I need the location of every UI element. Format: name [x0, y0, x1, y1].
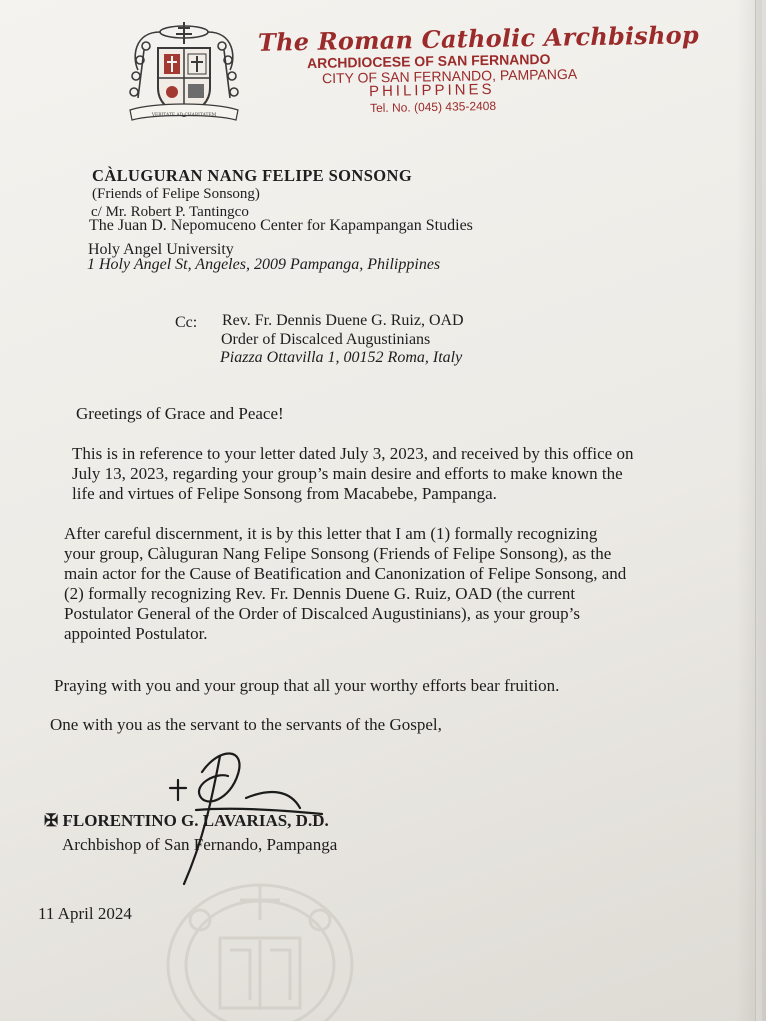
- praying-line: Praying with you and your group that all your worthy efforts bear fruition.: [54, 676, 560, 695]
- letterhead-archdiocese: ARCHDIOCESE OF SAN FERNANDO: [306, 50, 551, 72]
- paragraph-line: your group, Càluguran Nang Felipe Sonsong (Friends of Felipe Sonsong), as the: [64, 544, 612, 563]
- paragraph-line: Postulator General of the Order of Discalced Augustinians), as your group’s: [64, 604, 581, 623]
- paper-shadow: [736, 0, 766, 1021]
- signatory-title: Archbishop of San Fernando, Pampanga: [62, 835, 338, 854]
- cc-line-3: Piazza Ottavilla 1, 00152 Roma, Italy: [220, 349, 463, 366]
- coat-of-arms-icon: [124, 18, 244, 130]
- letterhead-title: The Roman Catholic Archbishop: [257, 20, 700, 57]
- recipient-line-5: 1 Holy Angel St, Angeles, 2009 Pampanga, Philippines: [87, 256, 441, 273]
- paragraph-line: appointed Postulator.: [64, 624, 208, 643]
- paragraph-line: July 13, 2023, regarding your group’s main desire and efforts to make known the: [72, 464, 623, 483]
- paragraph-line: (2) formally recognizing Rev. Fr. Dennis Duene G. Ruiz, OAD (the current: [64, 584, 576, 603]
- recipient-line-3: The Juan D. Nepomuceno Center for Kapampangan Studies: [89, 217, 473, 234]
- closing-line: One with you as the servant to the servants of the Gospel,: [50, 715, 442, 734]
- letterhead-city: CITY OF SAN FERNANDO, PAMPANGA: [321, 65, 578, 87]
- paragraph-recognition: [64, 524, 694, 644]
- cc-line-2: Order of Discalced Augustinians: [221, 331, 431, 348]
- motto-text: VERITATE AD CHARITATEM: [151, 113, 217, 118]
- recipient-line-4: Holy Angel University: [88, 241, 234, 258]
- cc-line-1: Rev. Fr. Dennis Duene G. Ruiz, OAD: [222, 312, 464, 329]
- embossed-seal-icon: [160, 860, 360, 1021]
- recipient-line-1: (Friends of Felipe Sonsong): [92, 186, 260, 202]
- letterhead-telephone: Tel. No. (045) 435-2408: [369, 98, 497, 116]
- paragraph-line: main actor for the Cause of Beatification and Canonization of Felipe Sonsong, and: [64, 564, 627, 583]
- cc-label: Cc:: [175, 314, 198, 331]
- recipient-line-2: c/ Mr. Robert P. Tantingco: [91, 204, 249, 220]
- signatory-name: ✠ FLORENTINO G. LAVARIAS, D.D.: [44, 811, 329, 830]
- greeting: Greetings of Grace and Peace!: [76, 404, 284, 423]
- paragraph-line: After careful discernment, it is by this letter that I am (1) formally recognizing: [64, 524, 598, 543]
- letterhead-country: PHILIPPINES: [368, 80, 495, 101]
- paragraph-line: This is in reference to your letter dated July 3, 2023, and received by this office on: [72, 444, 634, 463]
- recipient-name: CÀLUGURAN NANG FELIPE SONSONG: [92, 166, 413, 185]
- paragraph-line: life and virtues of Felipe Sonsong from Macabebe, Pampanga.: [72, 484, 497, 503]
- paragraph-reference: [72, 444, 692, 504]
- letter-date: 11 April 2024: [38, 904, 132, 923]
